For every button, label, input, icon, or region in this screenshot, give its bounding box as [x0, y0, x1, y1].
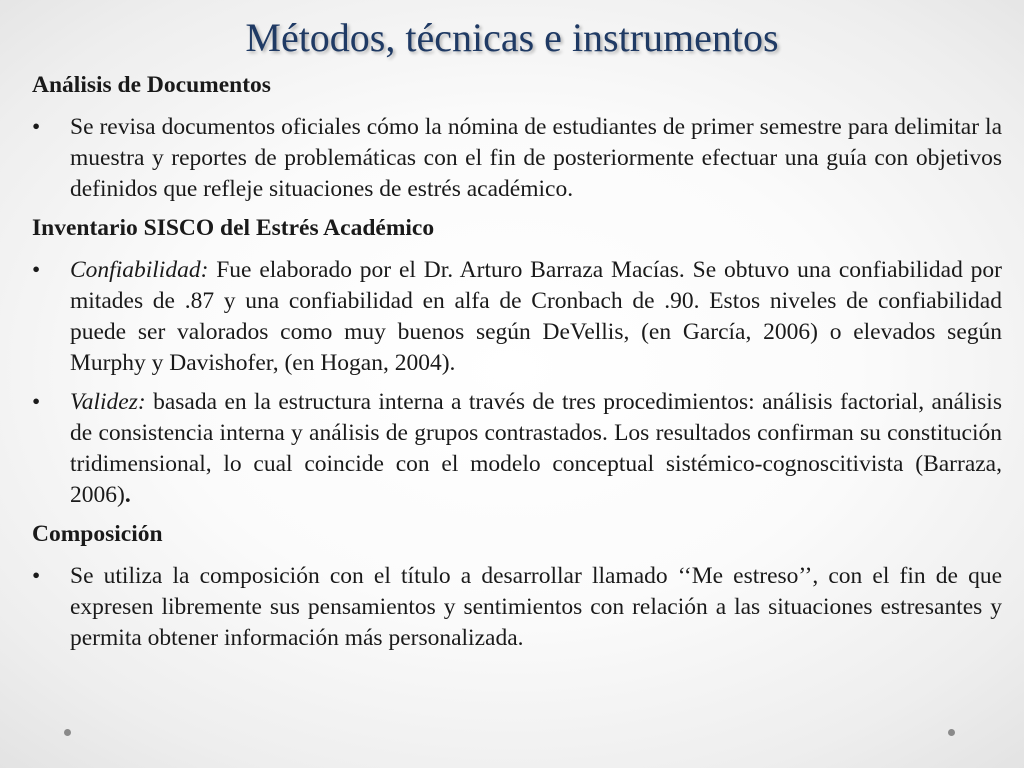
section-heading-inventario-sisco: Inventario SISCO del Estrés Académico: [32, 215, 435, 241]
section-heading-analisis-documentos: Análisis de Documentos: [32, 72, 271, 98]
bullet-term-validez: Validez:: [70, 389, 146, 415]
bullet-end-period: .: [124, 482, 131, 508]
bullet-text: Se revisa documentos oficiales cómo la nómina de estudiantes de primer semestre para delimitar la muestra y reportes de problemáticas con el fin de posteriormente efectuar una guía con objetivos definidos que refleje situaciones de estrés académico.: [70, 114, 1002, 202]
bullet-text: basada en la estructura interna a través de tres procedimientos: análisis factorial, análisis de consistencia interna y análisis de grupos contrastados. Los resultados confirman su constitución tridimensional, lo cual coincide con el modelo conceptual sistémico-cognoscitivista (Barraza, 2006): [70, 389, 1002, 508]
bullet-dot: •: [32, 257, 41, 283]
slide-title: Métodos, técnicas e instrumentos: [245, 15, 779, 60]
bullet-composicion: [32, 561, 1002, 654]
bullet-validez: [32, 387, 1002, 511]
bullet-text: Se utiliza la composición con el título a desarrollar llamado ‘‘Me estreso’’, con el fin de que expresen libremente sus pensamientos y sentimientos con relación a las situaciones estresantes y permita obtener información más personalizada.: [70, 563, 1002, 651]
bullet-dot: •: [32, 563, 41, 589]
corner-dot-right: [948, 729, 955, 736]
bullet-confiabilidad: [32, 255, 1002, 379]
corner-dot-left: [64, 729, 71, 736]
bullet-text: Fue elaborado por el Dr. Arturo Barraza Macías. Se obtuvo una confiabilidad por mitades de .87 y una confiabilidad en alfa de Cronbach de .90. Estos niveles de confiabilidad puede ser valorados como muy buenos según DeVellis, (en García, 2006) o elevados según Murphy y Davishofer, (en Hogan, 2004).: [70, 257, 1002, 376]
bullet-dot: •: [32, 114, 41, 140]
bullet-dot: •: [32, 389, 41, 415]
slide-content: [32, 70, 1002, 662]
bullet-analisis-documentos: [32, 112, 1002, 205]
bullet-term-confiabilidad: Confiabilidad:: [70, 257, 209, 283]
section-heading-composicion: Composición: [32, 521, 163, 547]
